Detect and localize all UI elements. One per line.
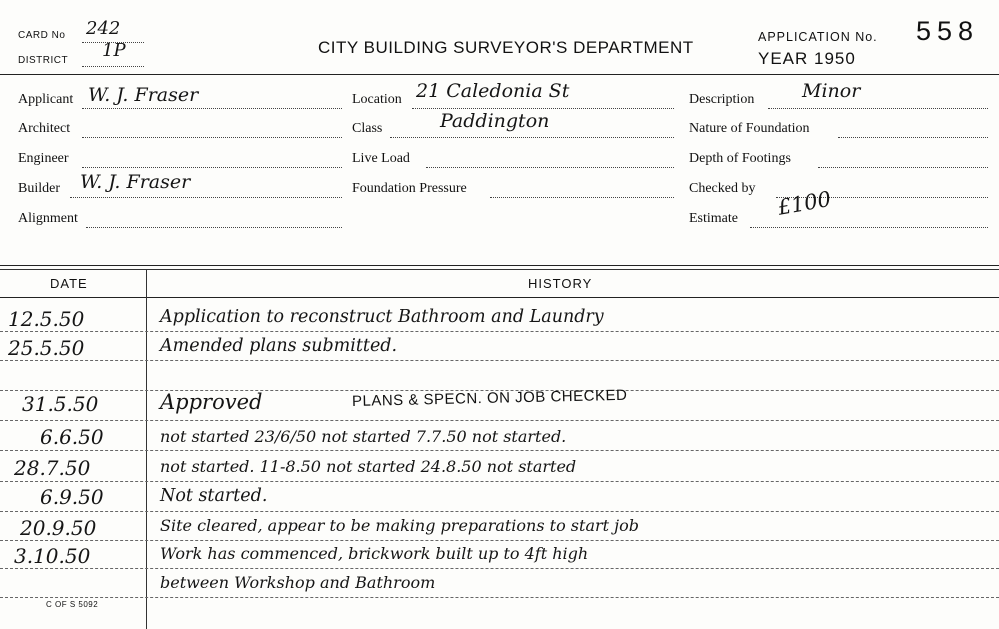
row-rule xyxy=(0,450,999,451)
estimate-label: Estimate xyxy=(689,211,738,226)
location-label: Location xyxy=(352,92,402,107)
applicant-value: W. J. Fraser xyxy=(88,84,199,106)
card-number-value: 242 xyxy=(86,18,121,39)
builder-line xyxy=(70,197,342,198)
row-history: Application to reconstruct Bathroom and Laundry xyxy=(160,307,604,327)
row-date: 20.9.50 xyxy=(20,516,97,540)
row-date: 6.6.50 xyxy=(40,425,104,449)
application-number-label: APPLICATION No. xyxy=(758,30,878,44)
builder-value: W. J. Fraser xyxy=(80,171,191,193)
date-column-header: DATE xyxy=(50,276,88,291)
row-date: 3.10.50 xyxy=(14,544,91,568)
row-history: not started. 11-8.50 not started 24.8.50 not started xyxy=(160,457,577,476)
row-date: 12.5.50 xyxy=(8,307,85,331)
foundation-pressure-line xyxy=(490,197,674,198)
estimate-line xyxy=(750,227,988,228)
applicant-label: Applicant xyxy=(18,92,74,107)
district-label: DISTRICT xyxy=(18,55,69,66)
row-rule xyxy=(0,597,999,598)
district-line xyxy=(82,66,144,67)
location-line xyxy=(412,108,674,109)
row-history: Site cleared, appear to be making preparations to start job xyxy=(160,516,639,535)
live-load-label: Live Load xyxy=(352,151,410,166)
applicant-line xyxy=(82,108,342,109)
row-date: 28.7.50 xyxy=(14,456,91,480)
class-value: Paddington xyxy=(440,110,550,132)
location-value: 21 Caledonia St xyxy=(416,80,570,102)
row-date: 25.5.50 xyxy=(8,336,85,360)
description-value: Minor xyxy=(802,80,861,102)
builder-label: Builder xyxy=(18,181,60,196)
department-title: CITY BUILDING SURVEYOR'S DEPARTMENT xyxy=(318,38,694,57)
checked-by-label: Checked by xyxy=(689,181,756,196)
description-line xyxy=(768,108,988,109)
class-label: Class xyxy=(352,121,383,136)
approval-stamp: PLANS & SPECN. ON JOB CHECKED xyxy=(351,386,628,410)
architect-line xyxy=(82,137,342,138)
row-history: Amended plans submitted. xyxy=(160,336,398,356)
foundation-pressure-label: Foundation Pressure xyxy=(352,181,467,196)
row-date: 6.9.50 xyxy=(40,485,104,509)
row-history: not started 23/6/50 not started 7.7.50 not started. xyxy=(160,427,567,446)
live-load-line xyxy=(426,167,674,168)
row-date: 31.5.50 xyxy=(22,392,99,416)
header-bottom-rule xyxy=(0,297,999,298)
application-number-value: 558 xyxy=(916,16,980,46)
district-value: 1P xyxy=(102,40,126,61)
history-column-header: HISTORY xyxy=(528,276,593,291)
table-top-rule xyxy=(0,265,999,266)
year-label: YEAR 1950 xyxy=(758,49,856,68)
row-history: between Workshop and Bathroom xyxy=(160,573,436,592)
nature-of-foundation-line xyxy=(838,137,988,138)
alignment-label: Alignment xyxy=(18,211,78,226)
depth-of-footings-line xyxy=(818,167,988,168)
engineer-line xyxy=(82,167,342,168)
table-top-rule-2 xyxy=(0,269,999,270)
row-rule xyxy=(0,481,999,482)
row-rule xyxy=(0,331,999,332)
card-number-label: CARD No xyxy=(18,30,66,41)
row-history: Not started. xyxy=(160,486,268,506)
alignment-line xyxy=(86,227,342,228)
row-rule xyxy=(0,568,999,569)
row-rule xyxy=(0,511,999,512)
nature-of-foundation-label: Nature of Foundation xyxy=(689,121,810,136)
column-divider xyxy=(146,269,147,629)
form-code: C OF S 5092 xyxy=(46,600,99,609)
row-history: Approved xyxy=(160,390,263,414)
estimate-value: £100 xyxy=(775,186,833,220)
engineer-label: Engineer xyxy=(18,151,69,166)
description-label: Description xyxy=(689,92,755,107)
row-rule xyxy=(0,540,999,541)
class-line xyxy=(390,137,674,138)
header-rule xyxy=(0,74,999,75)
depth-of-footings-label: Depth of Footings xyxy=(689,151,791,166)
row-history: Work has commenced, brickwork built up to 4ft high xyxy=(160,544,589,563)
architect-label: Architect xyxy=(18,121,71,136)
row-rule xyxy=(0,360,999,361)
row-rule xyxy=(0,420,999,421)
